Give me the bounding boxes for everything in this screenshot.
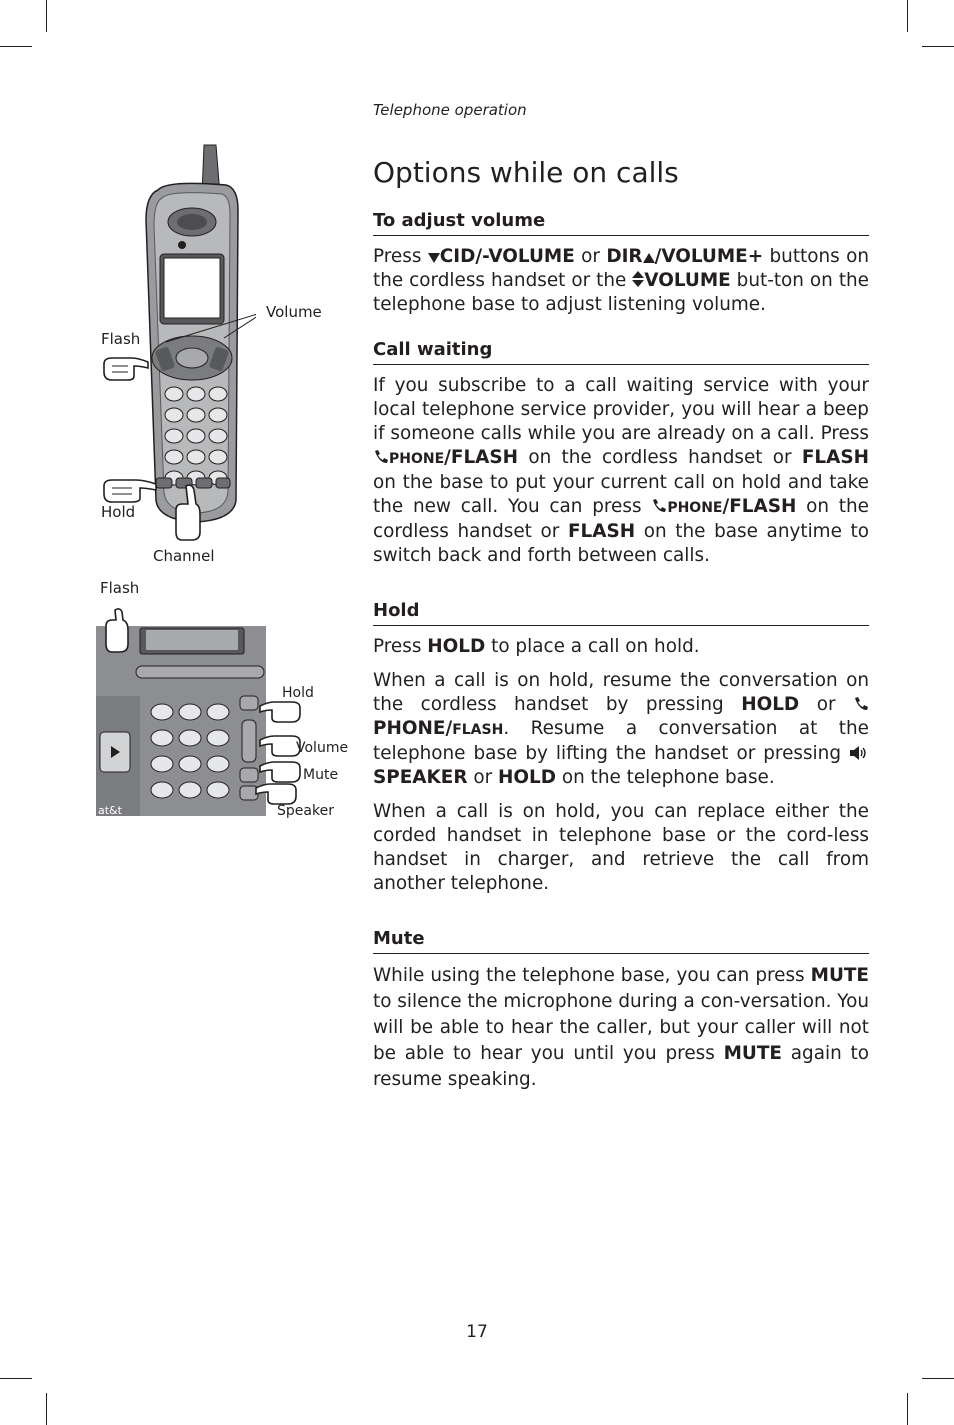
crop-mark — [907, 0, 908, 32]
pointing-hand-icon — [172, 484, 202, 542]
handset-key — [187, 429, 205, 443]
handset-key — [209, 408, 227, 422]
crop-mark — [907, 1393, 908, 1425]
base-key — [207, 704, 229, 720]
base-key — [179, 782, 201, 798]
crop-mark — [922, 1378, 954, 1379]
handset-key — [209, 450, 227, 464]
handset-key — [187, 408, 205, 422]
up-down-volume-icon — [632, 270, 644, 288]
volume-paragraph: Press CID/-VOLUME or DIR /VOLUME+ buttons on the cordless handset or the VOLUME but-ton on the telephone base to adjust listening volume. — [373, 246, 869, 315]
handset-key — [209, 429, 227, 443]
base-illustration — [96, 626, 268, 818]
section-heading-call-waiting: Call waiting — [373, 337, 869, 365]
running-header: Telephone operation — [373, 101, 527, 119]
section-heading-hold: Hold — [373, 598, 869, 626]
label-base-volume: Volume — [296, 740, 349, 756]
section-heading-mute: Mute — [373, 926, 869, 954]
label-base-mute: Mute — [303, 767, 339, 783]
handset-key — [187, 450, 205, 464]
hold-paragraph-2: When a call is on hold, resume the conversation on the cordless handset by pressing HOLD or PHONE/FLASH. Resume a conversation at the telephone base by lifting the handset or pressing SPEAKER or HOLD on the telephone base. — [373, 670, 869, 788]
handset-key — [187, 387, 205, 401]
crop-mark — [0, 46, 32, 47]
label-base-speaker: Speaker — [277, 803, 334, 819]
phone-icon — [853, 696, 869, 712]
hold-paragraph-3: When a call is on hold, you can replace either the corded handset in telephone base or the cord-less handset in charger, and retrieve the call from another telephone. — [373, 801, 869, 894]
base-key — [151, 704, 173, 720]
base-key — [179, 704, 201, 720]
phone-icon — [651, 498, 667, 514]
crop-mark — [46, 0, 47, 32]
call-waiting-paragraph: If you subscribe to a call waiting service with your local telephone service provider, you will hear a beep if someone calls while you are already on a call. Press PHONE/FLASH on the cordless handset or FLASH on the base to put your current call on hold and take the new call. You can press PHONE/FLASH on the cordless handset or FLASH on the base anytime to switch back and forth between calls. — [373, 375, 869, 566]
page-number: 17 — [466, 1322, 488, 1342]
handset-key — [165, 429, 183, 443]
crop-mark — [46, 1393, 47, 1425]
base-key — [207, 730, 229, 746]
label-base-flash: Flash — [100, 579, 140, 597]
pointing-hand-icon — [102, 476, 158, 504]
handset-key — [165, 387, 183, 401]
up-triangle-icon — [643, 252, 655, 264]
handset-key — [165, 408, 183, 422]
handset-key — [209, 387, 227, 401]
label-handset-volume: Volume — [266, 303, 322, 321]
base-key — [151, 730, 173, 746]
base-logo: at&t — [98, 804, 122, 817]
main-content — [373, 150, 869, 1103]
base-key — [151, 756, 173, 772]
speaker-icon — [849, 745, 869, 761]
pointing-hand-icon — [102, 354, 150, 382]
base-key — [207, 756, 229, 772]
section-heading-volume: To adjust volume — [373, 208, 869, 236]
label-base-hold: Hold — [282, 685, 314, 701]
crop-mark — [0, 1378, 32, 1379]
base-key — [207, 782, 229, 798]
label-handset-hold: Hold — [101, 503, 136, 521]
mute-paragraph: While using the telephone base, you can press MUTE to silence the microphone during a con-versation. You will be able to hear the caller, but your caller will not be able to hear you until you press MUTE again to resume speaking. — [373, 965, 869, 1090]
base-key — [151, 782, 173, 798]
label-handset-channel: Channel — [153, 547, 215, 565]
base-key — [179, 756, 201, 772]
page-title: Options while on calls — [373, 156, 679, 189]
crop-mark — [922, 46, 954, 47]
pointing-hand-icon — [104, 608, 130, 654]
base-key — [179, 730, 201, 746]
hold-paragraph-1: Press HOLD to place a call on hold. — [373, 636, 700, 657]
down-triangle-icon — [428, 252, 440, 264]
label-handset-flash: Flash — [101, 330, 141, 348]
pointing-hand-icon — [258, 698, 302, 724]
handset-key — [165, 450, 183, 464]
phone-icon — [373, 449, 389, 465]
